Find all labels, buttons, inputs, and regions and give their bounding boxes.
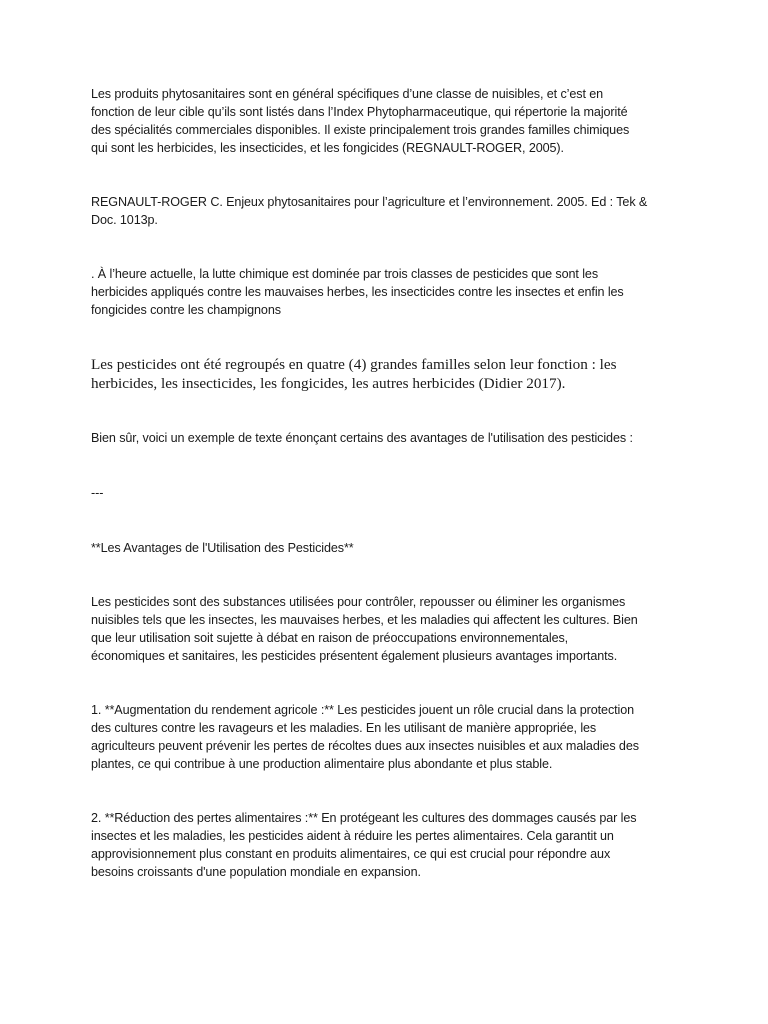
text-line: . À l’heure actuelle, la lutte chimique est dominée par trois classes de pesticides que sont les (91, 267, 599, 281)
text-line: agriculteurs peuvent prévenir les pertes de récoltes dues aux insectes nuisibles et aux maladies des (91, 739, 639, 753)
text-line: **Les Avantages de l'Utilisation des Pesticides** (91, 541, 354, 555)
text-line: REGNAULT-ROGER C. Enjeux phytosanitaires pour l’agriculture et l’environnement. 2005. Ed : Tek & (91, 195, 648, 209)
text-line: herbicides, les insecticides, les fongicides, les autres herbicides (Didier 2017). (91, 375, 566, 392)
text-line: Les produits phytosanitaires sont en général spécifiques d’une classe de nuisibles, et c’est en (91, 87, 604, 101)
paragraph-phytosanitaires (91, 85, 681, 157)
text-line: Bien sûr, voici un exemple de texte énonçant certains des avantages de l'utilisation des pesticides : (91, 431, 633, 445)
text-line: économiques et sanitaires, les pesticides présentent également plusieurs avantages importants. (91, 649, 618, 663)
text-line: 1. **Augmentation du rendement agricole :** Les pesticides jouent un rôle crucial dans la protection (91, 703, 635, 717)
list-item-rendement (91, 701, 681, 773)
paragraph-reference (91, 193, 681, 229)
text-line: herbicides appliqués contre les mauvaises herbes, les insecticides contre les insectes et enfin les (91, 285, 624, 299)
section-title-avantages (91, 539, 681, 557)
paragraph-familles-pesticides (91, 355, 691, 393)
text-line: fonction de leur cible qu’ils sont listés dans l’Index Phytopharmaceutique, qui répertorie la majorité (91, 105, 628, 119)
text-line: besoins croissants d'une population mondiale en expansion. (91, 865, 421, 879)
text-line: Les pesticides sont des substances utilisées pour contrôler, repousser ou éliminer les organismes (91, 595, 626, 609)
text-line: Doc. 1013p. (91, 213, 158, 227)
text-line: approvisionnement plus constant en produits alimentaires, ce qui est crucial pour répondre aux (91, 847, 611, 861)
text-line: plantes, ce qui contribue à une production alimentaire plus abondante et plus stable. (91, 757, 553, 771)
text-line: 2. **Réduction des pertes alimentaires :** En protégeant les cultures des dommages causés par les (91, 811, 637, 825)
separator-text (91, 484, 681, 502)
paragraph-intro-avantages (91, 429, 681, 447)
text-line: des cultures contre les ravageurs et les maladies. En les utilisant de manière appropriée, les (91, 721, 597, 735)
text-line: Les pesticides ont été regroupés en quatre (4) grandes familles selon leur fonction : les (91, 356, 617, 373)
paragraph-lutte-chimique (91, 265, 681, 319)
text-line: nuisibles tels que les insectes, les mauvaises herbes, et les maladies qui affectent les cultures. Bien (91, 613, 638, 627)
text-line: fongicides contre les champignons (91, 303, 281, 317)
text-line: que leur utilisation soit sujette à débat en raison de préoccupations environnementales, (91, 631, 569, 645)
text-line: insectes et les maladies, les pesticides aident à réduire les pertes alimentaires. Cela garantit un (91, 829, 614, 843)
text-line: des spécialités commerciales disponibles. Il existe principalement trois grandes familles chimiques (91, 123, 630, 137)
paragraph-definition-pesticides (91, 593, 681, 665)
list-item-pertes-alimentaires (91, 809, 681, 881)
text-line: --- (91, 486, 104, 500)
text-line: qui sont les herbicides, les insecticides, et les fongicides (REGNAULT-ROGER, 2005). (91, 141, 564, 155)
